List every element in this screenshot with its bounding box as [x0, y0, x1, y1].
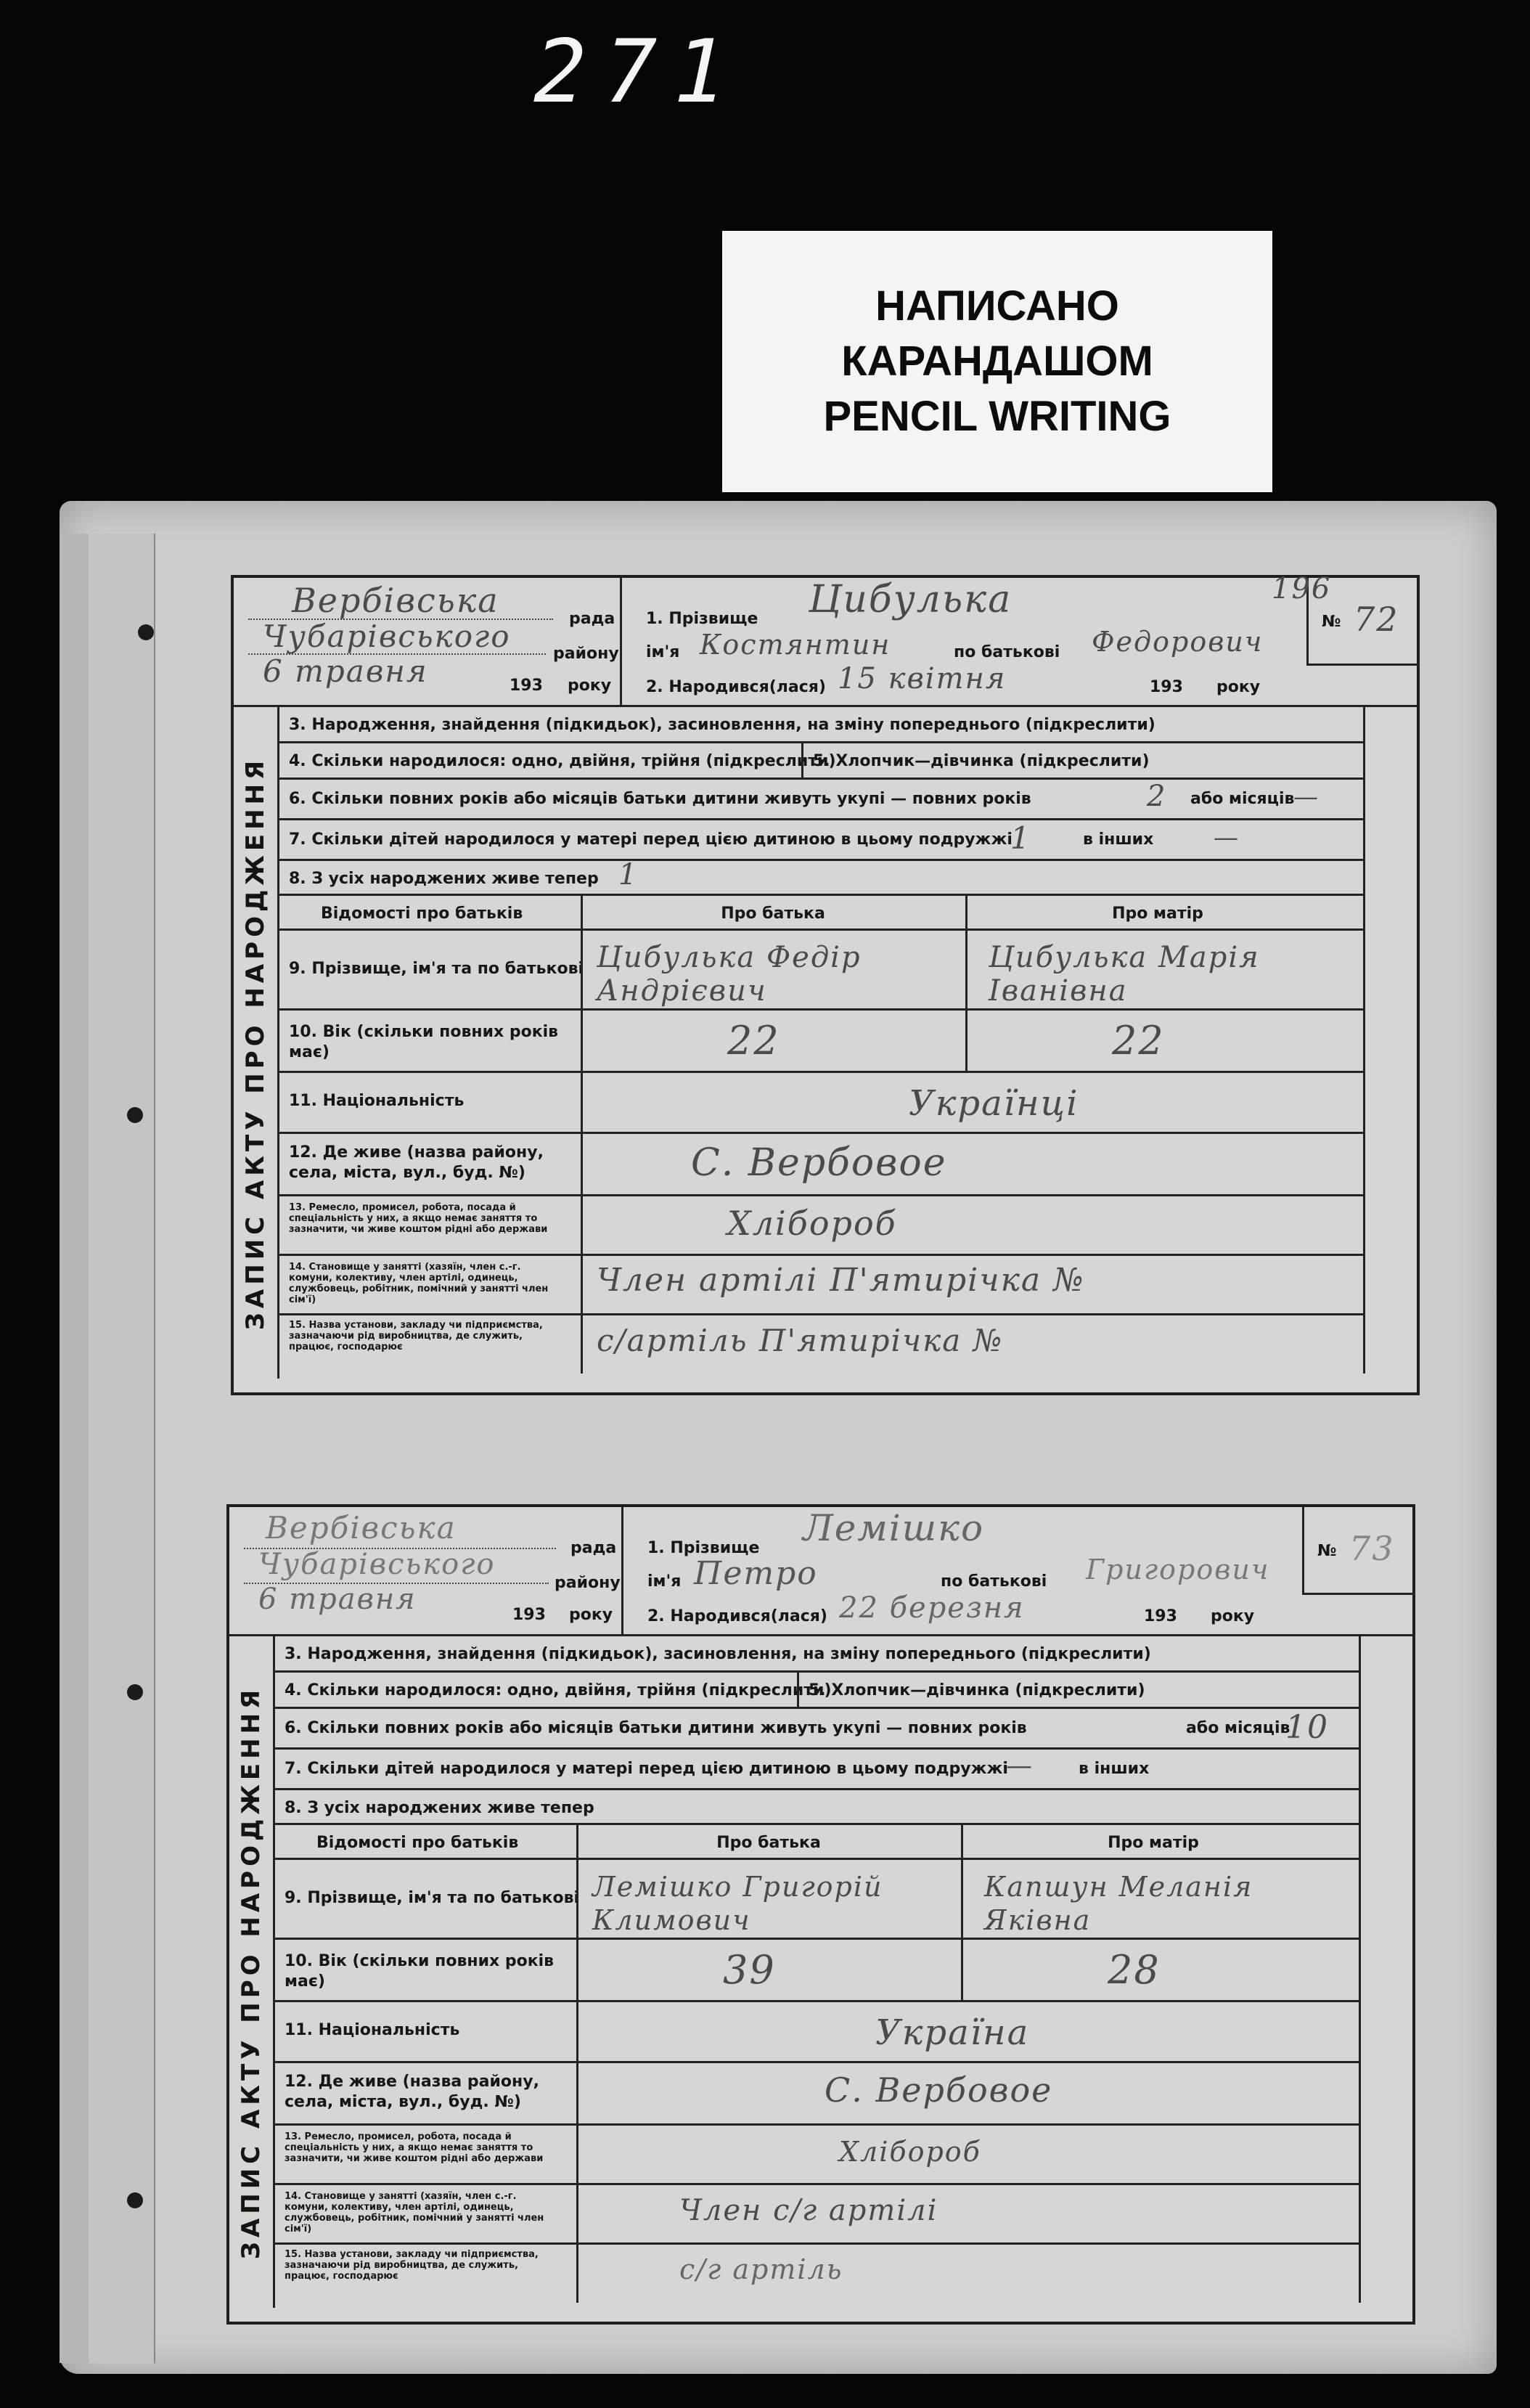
record-2-father-age: 39 — [723, 1947, 776, 1993]
record-1-born-label: 2. Народився(лася) — [646, 678, 826, 696]
record-1-position: Член артілі П'ятирічка № — [597, 1262, 1085, 1299]
record-2-q11: 11. Національність — [285, 2021, 460, 2039]
binding-hole — [138, 624, 154, 640]
record-2-occupation: Хлібороб — [839, 2136, 981, 2168]
record-1-q6: 6. Скільки повних років або місяців батьки дитини живуть укупі — повних років — [289, 790, 1031, 808]
record-1-rada-value: Вербівська — [292, 581, 499, 620]
record-1-q6-months: або місяців — [1190, 790, 1295, 808]
record-1-side-title: ЗАПИС АКТУ ПРО НАРОДЖЕННЯ — [234, 707, 279, 1379]
record-1-name-label: ім'я — [646, 643, 680, 661]
record-1-surname-value: Цибулька — [809, 578, 1012, 621]
record-2-q6: 6. Скільки повних років або місяців батьки дитини живуть укупі — повних років — [285, 1719, 1027, 1737]
birth-record-1 — [231, 572, 1420, 1395]
record-1-father-name: Цибулька Федір Андрієвич — [597, 941, 862, 1008]
record-1-q7-other: в інших — [1083, 830, 1154, 849]
record-1-q9: 9. Прізвище, ім'я та по батькові — [289, 960, 584, 978]
record-2-q4: 4. Скільки народилося: одно, двійня, трійня (підкреслити) — [285, 1681, 832, 1699]
record-2-raion-value: Чубарівського — [258, 1548, 496, 1581]
record-2-q15: 15. Назва установи, закладу чи підприємства, зазначаючи рід виробництва, де служить, працює, господарює — [285, 2249, 539, 2282]
record-1-mother-name: Цибулька Марія Іванівна — [989, 941, 1260, 1008]
record-2-born-value: 22 березня — [839, 1591, 1025, 1625]
record-2-name-label: ім'я — [647, 1572, 682, 1591]
record-2-date-value: 6 травня — [258, 1583, 417, 1616]
record-2-registry-block — [229, 1507, 623, 1634]
notice-line-2: КАРАНДАШОМ — [841, 338, 1153, 385]
record-2-father-name: Лемішко Григорій Климович — [592, 1871, 883, 1936]
record-1-q15: 15. Назва установи, закладу чи підприємства, зазначаючи рід виробництва, де служить, працює, господарює — [289, 1320, 543, 1352]
record-1-corner-mark: 196 — [1272, 572, 1332, 605]
record-2-mother-age: 28 — [1108, 1947, 1161, 1993]
record-1-q5: 5. Хлопчик—дівчинка (підкреслити) — [813, 752, 1150, 770]
record-2-patronymic-value: Григорович — [1086, 1554, 1270, 1585]
record-1-surname-label: 1. Прізвище — [646, 610, 758, 628]
record-2-q7-other: в інших — [1079, 1760, 1150, 1778]
archive-page-number: 271 — [523, 22, 754, 123]
record-1-rada-label: рада — [569, 610, 615, 628]
record-1-born-year-label: року — [1216, 678, 1261, 696]
record-2-months-together: 10 — [1285, 1709, 1329, 1746]
record-1-parents-info: Відомості про батьків — [321, 905, 523, 923]
record-2-born-label: 2. Народився(лася) — [647, 1607, 827, 1625]
record-2-residence: С. Вербовое — [825, 2070, 1053, 2110]
record-1-child-block — [620, 578, 1306, 705]
record-1-children-other: — — [1214, 823, 1240, 852]
birth-record-2 — [226, 1504, 1415, 2325]
pencil-writing-notice — [722, 231, 1272, 492]
record-2-q10: 10. Вік (скільки повних років має) — [285, 1952, 555, 1991]
record-2-institution: с/г артіль — [679, 2253, 843, 2285]
page-margin-strip — [89, 534, 155, 2363]
record-1-raion-label: району — [553, 645, 619, 663]
record-2-number-sign: № — [1317, 1542, 1337, 1560]
record-1-born-year-prefix: 193 — [1150, 678, 1183, 696]
record-1-raion-value: Чубарівського — [263, 619, 511, 654]
record-1-born-value: 15 квітня — [838, 662, 1007, 695]
record-1-q13: 13. Ремесло, промисел, робота, посада й спеціальність у них, а якщо немає заняття то зазначити, чи живе коштом рідні або держави — [289, 1202, 548, 1235]
record-1-institution: с/артіль П'ятирічка № — [597, 1323, 1004, 1358]
record-1-q14: 14. Становище у занятті (хазяїн, член с.-г. комуни, колективу, член артілі, одинець, службовець, робітник, помічний у занятті член сім'ї) — [289, 1262, 549, 1305]
notice-line-1: НАПИСАНО — [875, 282, 1119, 330]
record-1-body — [234, 707, 1417, 1379]
binding-hole — [127, 1107, 143, 1123]
record-2-about-mother: Про матір — [1108, 1834, 1199, 1852]
record-2-born-year-prefix: 193 — [1144, 1607, 1177, 1625]
record-1-year-label: року — [568, 677, 612, 695]
record-1-children-before: 1 — [1010, 820, 1031, 856]
record-1-years-together: 2 — [1147, 780, 1167, 813]
record-2-position: Член с/г артілі — [679, 2194, 938, 2227]
record-2-born-year-label: року — [1211, 1607, 1255, 1625]
record-1-about-father: Про батька — [721, 905, 825, 923]
record-2-rada-label: рада — [570, 1539, 617, 1557]
record-2-rada-value: Вербівська — [266, 1510, 457, 1546]
record-2-q12: 12. Де живе (назва району, села, міста, вул., буд. №) — [285, 2073, 539, 2111]
record-2-surname-label: 1. Прізвище — [647, 1539, 760, 1557]
record-2-year-prefix: 193 — [512, 1606, 546, 1624]
record-1-number-sign: № — [1322, 613, 1341, 631]
notice-line-3: PENCIL WRITING — [823, 393, 1171, 440]
record-1-occupation: Хлібороб — [727, 1204, 897, 1243]
record-1-patronymic-label: по батькові — [954, 643, 1060, 661]
record-1-patronymic-value: Федорович — [1092, 626, 1264, 658]
record-2-number-value: 73 — [1349, 1529, 1395, 1568]
record-1-year-prefix: 193 — [510, 677, 543, 695]
record-1-residence: С. Вербовое — [691, 1141, 947, 1185]
record-2-surname-value: Лемішко — [803, 1507, 985, 1549]
binding-hole — [127, 2192, 143, 2208]
record-2-q8: 8. З усіх народжених живе тепер — [285, 1799, 594, 1817]
record-2-child-block — [621, 1507, 1302, 1634]
record-2-side-title: ЗАПИС АКТУ ПРО НАРОДЖЕННЯ — [229, 1636, 275, 2308]
record-1-name-value: Костянтин — [700, 629, 891, 661]
record-2-q5: 5. Хлопчик—дівчинка (підкреслити) — [809, 1681, 1145, 1699]
record-2-body — [229, 1636, 1412, 2308]
page-binding-edge — [60, 534, 91, 2363]
record-2-q3: 3. Народження, знайдення (підкидьок), засиновлення, на зміну попереднього (підкреслити) — [285, 1645, 1151, 1663]
record-2-name-value: Петро — [694, 1555, 818, 1592]
record-1-about-mother: Про матір — [1112, 905, 1203, 923]
record-2-children-before: — — [1006, 1751, 1034, 1781]
record-2-header — [229, 1507, 1412, 1636]
record-1-registry-block — [234, 578, 622, 705]
record-1-q3: 3. Народження, знайдення (підкидьок), засиновлення, на зміну попереднього (підкреслити) — [289, 716, 1155, 734]
record-2-about-father: Про батька — [716, 1834, 821, 1852]
record-1-q11: 11. Національність — [289, 1092, 465, 1110]
record-1-number-value: 72 — [1354, 600, 1399, 639]
record-1-living-now: 1 — [618, 858, 639, 891]
record-2-q13: 13. Ремесло, промисел, робота, посада й спеціальність у них, а якщо немає заняття то зазначити, чи живе коштом рідні або держави — [285, 2131, 544, 2164]
record-1-q8: 8. З усіх народжених живе тепер — [289, 870, 599, 888]
record-1-q12: 12. Де живе (назва району, села, міста, вул., буд. №) — [289, 1143, 544, 1182]
record-2-q9: 9. Прізвище, ім'я та по батькові — [285, 1889, 580, 1907]
record-2-parents-info: Відомості про батьків — [316, 1834, 519, 1852]
record-2-mother-name: Капшун Меланія Яківна — [984, 1871, 1253, 1936]
record-1-father-age: 22 — [727, 1018, 780, 1064]
record-2-q14: 14. Становище у занятті (хазяїн, член с.-г. комуни, колективу, член артілі, одинець, службовець, робітник, помічний у занятті член сім'ї) — [285, 2191, 544, 2234]
record-2-q6-months: або місяців — [1186, 1719, 1290, 1737]
record-2-raion-label: району — [555, 1574, 621, 1592]
record-2-patronymic-label: по батькові — [941, 1572, 1047, 1591]
record-2-number-block — [1302, 1507, 1415, 1595]
record-1-q7: 7. Скільки дітей народилося у матері перед цією дитиною в цьому подружжі — [289, 830, 1012, 849]
binding-hole — [127, 1684, 143, 1700]
record-1-date-value: 6 травня — [263, 653, 428, 689]
record-1-q10: 10. Вік (скільки повних років має) — [289, 1023, 559, 1061]
record-1-q4: 4. Скільки народилося: одно, двійня, трійня (підкреслити) — [289, 752, 836, 770]
record-2-nationality: Україна — [875, 2012, 1030, 2053]
record-1-months-together: — — [1293, 783, 1320, 812]
record-1-mother-age: 22 — [1112, 1018, 1165, 1064]
record-2-q7: 7. Скільки дітей народилося у матері перед цією дитиною в цьому подружжі — [285, 1760, 1008, 1778]
record-1-header — [234, 572, 1417, 707]
record-2-year-label: року — [569, 1606, 613, 1624]
record-1-nationality: Українці — [909, 1083, 1079, 1124]
